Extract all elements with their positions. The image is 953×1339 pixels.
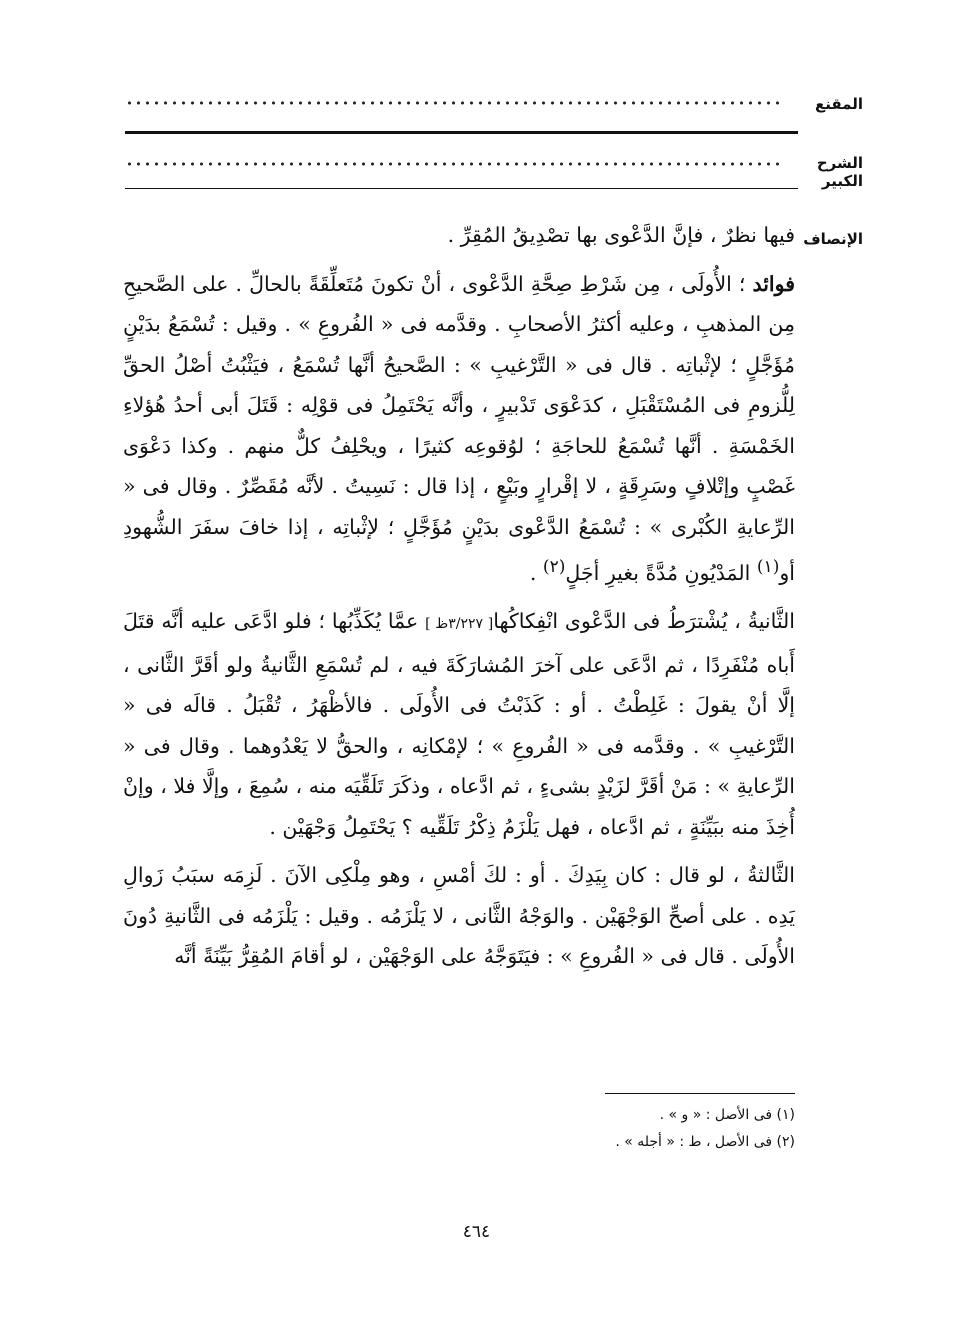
fawaid-heading: فوائد	[752, 271, 795, 296]
muqni-dotted-line	[125, 101, 785, 105]
section-divider-thick	[125, 131, 798, 134]
footnote-2: (٢) فى الأصل ، ط : « أجله » .	[615, 1134, 795, 1150]
paragraph-second	[123, 601, 795, 847]
paragraph-second-text-b: عمَّا يُكَذِّبُها ؛ فلو ادَّعَى عليه أنَّه قتَلَ أَباه مُنْفَرِدًا ، ثم ادَّعَى على آخرَ المُشارَكَةَ فيه ، لم تُسْمَعِ الثَّانيةُ ولو أقَرَّ الثَّانى ، إلَّا أنْ يقولَ : غَلِطْتُ . أو : كَذَبْتُ فى الأُولَى . فالأظْهَرُ ، تُقْبَلُ . قالَه فى « التَّرْغيبِ » . وقدَّمه فى « الفُروعِ » ؛ لإمْكانِه ، والحقُّ لا يَعْدُوهما . وقال فى « الرِّعايةِ » : مَنْ أقَرَّ لزَيْدٍ بشىءٍ ، ثم ادَّعاه ، وذكَرَ تَلَقِّيَه منه ، سُمِعَ ، وإلَّا فلا ، وإنْ أُخِذَ منه ببَيِّنَةٍ ، ثم ادَّعاه ، فهل يَلْزَمُ ذِكْرُ تَلَقِّيه ؟ يَحْتَمِلُ وَجْهَيْن .	[123, 609, 795, 839]
muqni-label: المقنع	[815, 95, 863, 113]
paragraph-first-end: .	[529, 560, 543, 585]
paragraph-third-text: الثَّالثةُ ، لو قال : كان بِيَدِكَ . أو : لكَ أمْسِ ، وهو مِلْكِى الآنَ . لَزِمَه سبَبُ زَوالِ يَدِه . على أصحِّ الوَجْهَيْن . والوَجْهُ الثَّانى ، لا يَلْزَمُه . وقيل : يَلْزَمُه فى الثَّانيةِ دُونَ الأُولَى . قال فى « الفُروعِ » : فيَتَوَجَّهُ على الوَجْهَيْن ، لو أقامَ المُقِرُّ بَيِّنَةً أنَّه	[123, 863, 795, 969]
insaf-body	[123, 215, 795, 985]
paragraph-first	[123, 264, 795, 594]
marginal-reference: [ ٣/٢٢٧ظ ]	[425, 616, 494, 633]
paragraph-third	[123, 855, 795, 977]
section-divider-thin	[125, 188, 798, 189]
footnotes	[123, 1102, 795, 1156]
footnote-1: (١) فى الأصل : « و » .	[659, 1107, 795, 1123]
insaf-label: الإنصاف	[803, 230, 863, 248]
page-number: ٤٦٤	[462, 1222, 491, 1242]
footnote-separator	[605, 1093, 795, 1094]
sharh-dotted-line	[125, 162, 785, 166]
paragraph-first-text: ؛ الأُولَى ، مِن شَرْطِ صِحَّةِ الدَّعْوى ، أنْ تكونَ مُتَعلِّقَةً بالحالِّ . على الصَّحيحِ مِن المذهبِ ، وعليه أكثرُ الأصحابِ . وقدَّمه فى « الفُروعِ » . وقيل : تُسْمَعُ بدَيْنٍ مُؤَجَّلٍ ؛ لإثْباتِه . قال فى « التَّرْغيبِ » : الصَّحيحُ أنَّها تُسْمَعُ ، فيَثْبُتُ أصْلُ الحقِّ لِلُّزومِ فى المُسْتَقْبَلِ ، كدَعْوَى تَدْبيرٍ ، وأنَّه يَحْتَمِلُ فى قوْلِه : قَتَلَ أبى أحدُ هُؤلاءِ الخَمْسَةِ . أنَّها تُسْمَعُ للحاجَةِ ؛ لوُقوعِه كثيرًا ، ويحْلِفُ كلٌّ منهم . وكذا دَعْوَى غَصْبٍ وإتْلافٍ وسَرِقَةٍ ، لا إقْرارٍ وبَيْعٍ ، إذا قال : نَسِيتُ . لأنَّه مُقَصِّرٌ . وقال فى « الرِّعايةِ الكُبْرى » : تُسْمَعُ الدَّعْوى بدَيْنٍ مُؤَجَّلٍ ؛ لإثْباتِه ، إذا خافَ سفَرَ الشُّهودِ أو	[123, 271, 795, 585]
footnote-ref-2[interactable]: (٢)	[542, 557, 566, 577]
paragraph-first-tail: المَدْيُونِ مُدَّةً بغيرِ أجَلٍ	[565, 560, 757, 585]
sharh-label: الشرح الكبير	[816, 154, 863, 190]
paragraph-intro-text: فيها نظرٌ ، فإنَّ الدَّعْوى بها تصْدِيقُ المُقِرِّ .	[447, 223, 795, 247]
paragraph-second-text-a: الثَّانيةُ ، يُشْترَطُ فى الدَّعْوى انْفِكاكُها	[493, 609, 795, 634]
paragraph-intro	[123, 215, 795, 256]
footnote-ref-1[interactable]: (١)	[756, 557, 780, 577]
